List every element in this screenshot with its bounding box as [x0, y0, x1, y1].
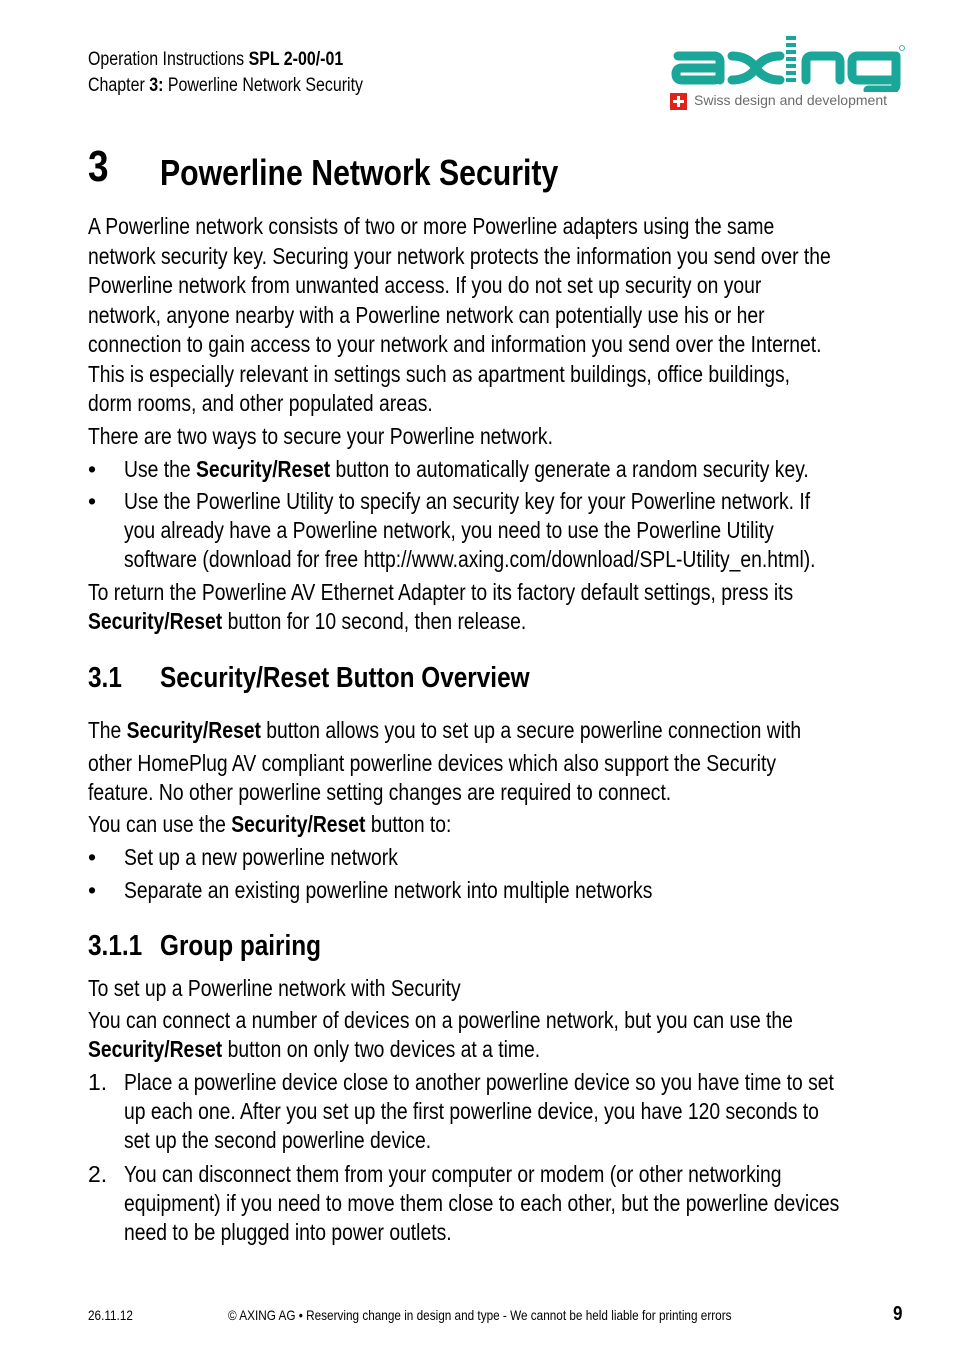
s31-p1-line-1	[88, 716, 937, 744]
footer-copyright	[228, 1306, 827, 1324]
ways-line	[88, 422, 642, 450]
step-2-line-2-text: equipment) if you need to move them close to each other, but the powerline devices	[124, 1190, 840, 1216]
axing-wordmark-icon	[668, 34, 908, 92]
s31-bullet-1-marker: •	[88, 844, 97, 870]
header-chapter-num: 3:	[149, 75, 164, 96]
bullet-2-line-1	[124, 487, 941, 515]
section-3-1-title	[160, 662, 600, 695]
bullet-1-marker: •	[88, 456, 97, 482]
reset-line-1-text: To return the Powerline AV Ethernet Adapter to its factory default settings, press its	[88, 579, 794, 605]
s31-p1-line-2-text: other HomePlug AV compliant powerline devices which also support the Security	[88, 750, 777, 776]
s31-p1-post: button allows you to set up a secure powerline connection with	[260, 717, 802, 743]
bullet-2-line-2-text: you already have a Powerline network, you need to use the Powerline Utility	[124, 517, 774, 543]
section-3-title-text: Powerline Network Security	[160, 152, 559, 193]
s31-p1-bold: Security/Reset	[126, 717, 261, 743]
section-3-1-1-number-text: 3.1.1	[88, 930, 143, 962]
s31-p1-line-3-text: feature. No other powerline setting changes are required to connect.	[88, 779, 672, 805]
intro-line-5	[88, 330, 954, 358]
axing-logo	[668, 34, 908, 114]
s311-p2-line-2-text	[88, 1035, 540, 1063]
s31-bullet-1	[124, 843, 450, 871]
bullet-1	[124, 455, 939, 483]
intro-line-3	[88, 271, 890, 299]
footer-copyright-text: © AXING AG • Reserving change in design and type - We cannot be held liable for printing errors	[228, 1307, 732, 1323]
reset-line-2-text	[88, 607, 526, 635]
bullet-1-post: button to automatically generate a random security key.	[330, 456, 809, 482]
s31-bullet-2-text: Separate an existing powerline network into multiple networks	[124, 877, 653, 903]
s31-p1-line-3	[88, 778, 782, 806]
page-number	[893, 1303, 904, 1326]
section-3-1-number	[88, 662, 128, 695]
s311-p2-line-2	[88, 1035, 626, 1063]
s31-bullet-2	[124, 876, 753, 904]
intro-line-6	[88, 360, 924, 388]
section-3-1-1-number	[88, 930, 153, 963]
bullet-1-text	[124, 455, 809, 483]
s311-p2-line-1	[88, 1006, 927, 1034]
step-2-line-2	[124, 1189, 954, 1217]
header-chapter	[88, 74, 415, 98]
letter-i-bars	[786, 36, 796, 82]
step-2-number: 2.	[88, 1161, 108, 1187]
intro-line-7-text: dorm rooms, and other populated areas.	[88, 390, 433, 416]
header-chapter-text	[88, 74, 363, 98]
s31-bullet-2-marker: •	[88, 877, 97, 903]
s311-p2-post: button on only two devices at a time.	[222, 1036, 541, 1062]
bullet-2-line-3-text: software (download for free http://www.axing.com/download/SPL-Utility_en.html).	[124, 546, 816, 572]
intro-line-2	[88, 242, 954, 270]
s31-p2-text	[88, 810, 451, 838]
section-3-1-1-title	[160, 930, 352, 963]
registered-mark-icon	[900, 46, 905, 51]
header-doc-model: SPL 2-00/-01	[248, 49, 344, 70]
bullet-1-bold: Security/Reset	[195, 456, 331, 482]
intro-line-1-text: A Powerline network consists of two or more Powerline adapters using the same	[88, 213, 775, 239]
s31-p1-line-1-text	[88, 716, 801, 744]
intro-line-3-text: Powerline network from unwanted access. If you do not set up security on your	[88, 272, 762, 298]
step-1-line-3-text: set up the second powerline device.	[124, 1127, 432, 1153]
section-3-number-text: 3	[88, 142, 109, 191]
s311-p2-bold: Security/Reset	[88, 1036, 223, 1062]
bullet-1-pre: Use the	[124, 456, 196, 482]
section-3-1-1-title-text: Group pairing	[160, 930, 322, 962]
reset-line-2-bold: Security/Reset	[88, 608, 223, 634]
section-3-1-number-text: 3.1	[88, 662, 122, 694]
s31-p2	[88, 810, 521, 838]
section-3-1-title-text: Security/Reset Button Overview	[160, 662, 530, 694]
step-1-line-2-text: up each one. After you set up the first powerline device, you have 120 seconds to	[124, 1098, 819, 1124]
footer-date	[88, 1306, 141, 1324]
s31-p1-line-2	[88, 749, 907, 777]
bullet-2-marker: •	[88, 488, 97, 514]
ways-line-text: There are two ways to secure your Powerline network.	[88, 423, 553, 449]
footer-date-text: 26.11.12	[88, 1307, 133, 1323]
bullet-2-line-1-text: Use the Powerline Utility to specify an security key for your Powerline network. If	[124, 488, 811, 514]
s311-p1-text: To set up a Powerline network with Security	[88, 975, 461, 1001]
intro-line-6-text: This is especially relevant in settings such as apartment buildings, office buildings,	[88, 361, 790, 387]
intro-line-5-text: connection to gain access to your network and information you send over the Internet.	[88, 331, 822, 357]
step-2-line-1	[124, 1160, 907, 1188]
s31-p1-pre: The	[88, 717, 127, 743]
header-doc-title-text	[88, 48, 343, 72]
intro-line-1	[88, 212, 905, 240]
logo-tagline: Swiss design and development	[694, 92, 888, 108]
section-3-number	[88, 142, 112, 192]
header-doc-title	[88, 48, 392, 72]
step-1-line-1	[124, 1068, 954, 1096]
s311-p2-line-1-text: You can connect a number of devices on a powerline network, but you can use the	[88, 1007, 793, 1033]
letter-n	[806, 56, 840, 80]
bullet-2-line-2	[124, 516, 898, 544]
intro-line-7	[88, 389, 498, 417]
reset-line-1	[88, 578, 928, 606]
page-number-text: 9	[893, 1303, 903, 1325]
step-1-line-3	[124, 1126, 490, 1154]
s311-p1	[88, 974, 532, 1002]
s31-bullet-1-text: Set up a new powerline network	[124, 844, 398, 870]
step-1-line-1-text: Place a powerline device close to another powerline device so you have time to set	[124, 1069, 834, 1095]
header-chapter-title: Powerline Network Security	[163, 75, 363, 96]
header-doc-prefix: Operation Instructions	[88, 49, 249, 70]
s31-p2-post: button to:	[365, 811, 452, 837]
s31-p2-bold: Security/Reset	[231, 811, 366, 837]
step-2-line-1-text: You can disconnect them from your computer or modem (or other networking	[124, 1161, 782, 1187]
reset-line-2	[88, 607, 610, 635]
step-2-line-3	[124, 1218, 514, 1246]
letter-a-bowl	[676, 68, 720, 80]
intro-line-4-text: network, anyone nearby with a Powerline network can potentially use his or her	[88, 302, 765, 328]
intro-line-2-text: network security key. Securing your network protects the information you send over the	[88, 243, 831, 269]
header-chapter-prefix: Chapter	[88, 75, 150, 96]
s31-p2-pre: You can use the	[88, 811, 232, 837]
step-1-line-2	[124, 1097, 951, 1125]
swiss-flag-icon	[670, 93, 687, 110]
section-3-title	[160, 152, 634, 194]
step-1-number: 1.	[88, 1069, 108, 1095]
bullet-2-line-3	[124, 545, 947, 573]
intro-line-4	[88, 301, 893, 329]
step-2-line-3-text: need to be plugged into power outlets.	[124, 1219, 452, 1245]
reset-line-2-post: button for 10 second, then release.	[222, 608, 527, 634]
letter-g-bowl	[852, 56, 896, 80]
